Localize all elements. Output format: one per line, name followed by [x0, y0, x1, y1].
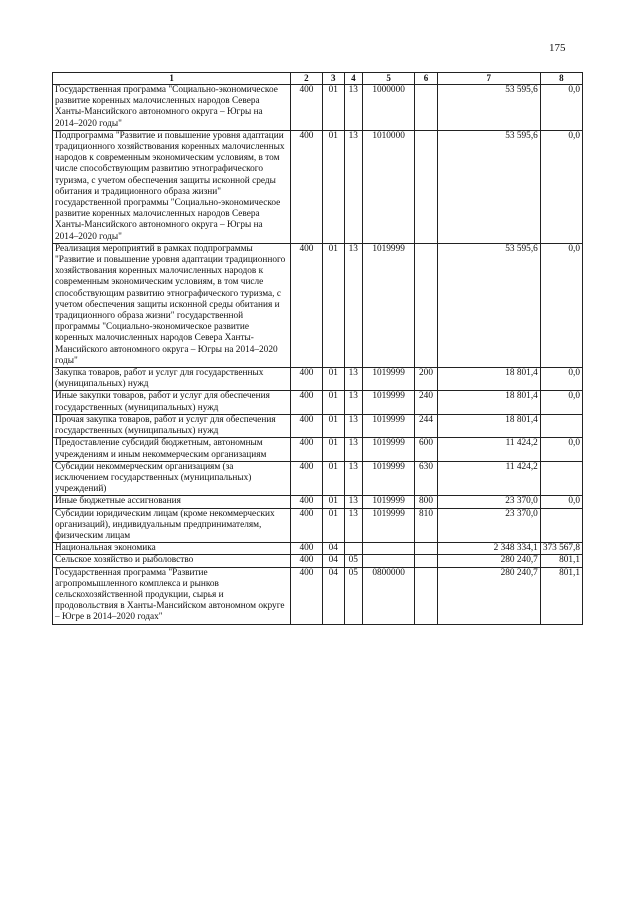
header-cell: 4 [344, 73, 362, 85]
row-expense-type-cell [415, 567, 437, 624]
row-amount-2-cell [540, 414, 582, 437]
row-expense-type-cell: 600 [415, 438, 437, 461]
row-expense-type-cell [415, 543, 437, 555]
table-body [53, 85, 583, 625]
row-expense-type-cell: 800 [415, 496, 437, 508]
row-target-cell [362, 543, 415, 555]
row-amount-cell: 18 801,4 [437, 368, 540, 391]
row-amount-cell: 280 240,7 [437, 555, 540, 567]
row-section-cell: 01 [322, 391, 344, 414]
row-subsection-cell: 13 [344, 461, 362, 496]
row-amount-2-cell: 0,0 [540, 243, 582, 367]
row-section-cell: 01 [322, 368, 344, 391]
row-expense-type-cell: 810 [415, 508, 437, 543]
row-amount-cell: 23 370,0 [437, 496, 540, 508]
row-amount-2-cell: 0,0 [540, 438, 582, 461]
table-row [53, 243, 583, 367]
budget-table [52, 72, 583, 625]
row-amount-2-cell: 0,0 [540, 130, 582, 243]
row-target-cell: 1000000 [362, 85, 415, 131]
row-expense-type-cell [415, 243, 437, 367]
row-amount-2-cell: 801,1 [540, 555, 582, 567]
table-row [53, 368, 583, 391]
row-target-cell: 1019999 [362, 508, 415, 543]
table-row [53, 567, 583, 624]
row-subsection-cell: 13 [344, 391, 362, 414]
row-name-cell: Национальная экономика [53, 543, 291, 555]
row-subsection-cell: 13 [344, 85, 362, 131]
row-amount-2-cell: 0,0 [540, 391, 582, 414]
row-code-cell: 400 [291, 567, 323, 624]
row-subsection-cell [344, 543, 362, 555]
table-row [53, 508, 583, 543]
row-section-cell: 01 [322, 496, 344, 508]
row-subsection-cell: 13 [344, 438, 362, 461]
row-expense-type-cell: 240 [415, 391, 437, 414]
row-name-cell: Закупка товаров, работ и услуг для государственных (муниципальных) нужд [53, 368, 291, 391]
row-amount-2-cell [540, 508, 582, 543]
table-row [53, 555, 583, 567]
row-subsection-cell: 13 [344, 496, 362, 508]
row-amount-cell: 11 424,2 [437, 438, 540, 461]
header-cell: 2 [291, 73, 323, 85]
row-amount-2-cell: 0,0 [540, 368, 582, 391]
row-name-cell: Субсидии юридическим лицам (кроме некоммерческих организаций), индивидуальным предпринимателям, физическим лицам [53, 508, 291, 543]
table-row [53, 85, 583, 131]
row-target-cell: 1019999 [362, 243, 415, 367]
row-subsection-cell: 13 [344, 243, 362, 367]
row-section-cell: 01 [322, 130, 344, 243]
row-expense-type-cell: 200 [415, 368, 437, 391]
row-code-cell: 400 [291, 368, 323, 391]
header-cell: 8 [540, 73, 582, 85]
row-code-cell: 400 [291, 496, 323, 508]
row-subsection-cell: 05 [344, 555, 362, 567]
page-number: 175 [549, 42, 566, 54]
row-amount-cell: 18 801,4 [437, 414, 540, 437]
row-section-cell: 04 [322, 567, 344, 624]
header-cell: 5 [362, 73, 415, 85]
row-code-cell: 400 [291, 555, 323, 567]
header-cell: 1 [53, 73, 291, 85]
row-amount-cell: 280 240,7 [437, 567, 540, 624]
row-amount-cell: 11 424,2 [437, 461, 540, 496]
row-section-cell: 01 [322, 438, 344, 461]
row-amount-cell: 53 595,6 [437, 243, 540, 367]
row-expense-type-cell: 630 [415, 461, 437, 496]
header-cell: 7 [437, 73, 540, 85]
row-section-cell: 04 [322, 543, 344, 555]
row-subsection-cell: 13 [344, 414, 362, 437]
row-subsection-cell: 05 [344, 567, 362, 624]
row-name-cell: Иные закупки товаров, работ и услуг для обеспечения государственных (муниципальных) нужд [53, 391, 291, 414]
row-code-cell: 400 [291, 130, 323, 243]
row-amount-cell: 18 801,4 [437, 391, 540, 414]
row-subsection-cell: 13 [344, 130, 362, 243]
row-amount-2-cell: 0,0 [540, 496, 582, 508]
table-row [53, 543, 583, 555]
row-section-cell: 01 [322, 85, 344, 131]
row-amount-2-cell: 373 567,8 [540, 543, 582, 555]
row-expense-type-cell: 244 [415, 414, 437, 437]
row-section-cell: 01 [322, 414, 344, 437]
row-amount-cell: 53 595,6 [437, 130, 540, 243]
row-code-cell: 400 [291, 461, 323, 496]
row-target-cell: 0800000 [362, 567, 415, 624]
row-code-cell: 400 [291, 85, 323, 131]
row-section-cell: 04 [322, 555, 344, 567]
row-name-cell: Подпрограмма "Развитие и повышение уровня адаптации традиционного хозяйствования коренных малочисленных народов к современным экономическим условиям, в том числе способствующим развитию этнографического туризма, с учетом обеспечения защиты исконной среды обитания и традиционного образа жизни" государственной программы "Социально-экономическое развитие коренных малочисленных народов Севера Ханты-Мансийского автономного округа – Югры на 2014–2020 годы" [53, 130, 291, 243]
table-row [53, 438, 583, 461]
row-name-cell: Сельское хозяйство и рыболовство [53, 555, 291, 567]
row-expense-type-cell [415, 85, 437, 131]
row-name-cell: Иные бюджетные ассигнования [53, 496, 291, 508]
row-target-cell: 1019999 [362, 368, 415, 391]
row-subsection-cell: 13 [344, 368, 362, 391]
row-section-cell: 01 [322, 508, 344, 543]
row-target-cell: 1019999 [362, 496, 415, 508]
row-target-cell: 1019999 [362, 414, 415, 437]
row-name-cell: Государственная программа "Развитие агропромышленного комплекса и рынков сельскохозяйственной продукции, сырья и продовольствия в Ханты-Мансийском автономном округе – Югре в 2014–2020 годах" [53, 567, 291, 624]
row-amount-cell: 2 348 334,1 [437, 543, 540, 555]
row-section-cell: 01 [322, 243, 344, 367]
row-code-cell: 400 [291, 508, 323, 543]
row-amount-cell: 23 370,0 [437, 508, 540, 543]
row-amount-2-cell: 801,1 [540, 567, 582, 624]
row-subsection-cell: 13 [344, 508, 362, 543]
row-amount-cell: 53 595,6 [437, 85, 540, 131]
row-target-cell: 1019999 [362, 438, 415, 461]
row-code-cell: 400 [291, 543, 323, 555]
table-row [53, 391, 583, 414]
table-row [53, 461, 583, 496]
row-expense-type-cell [415, 130, 437, 243]
table-row [53, 130, 583, 243]
header-row [53, 73, 583, 85]
row-amount-2-cell: 0,0 [540, 85, 582, 131]
header-cell: 6 [415, 73, 437, 85]
row-section-cell: 01 [322, 461, 344, 496]
table-row [53, 496, 583, 508]
row-name-cell: Предоставление субсидий бюджетным, автономным учреждениям и иным некоммерческим организациям [53, 438, 291, 461]
row-name-cell: Государственная программа "Социально-экономическое развитие коренных малочисленных народов Севера Ханты-Мансийского автономного округа – Югры на 2014–2020 годы" [53, 85, 291, 131]
row-code-cell: 400 [291, 243, 323, 367]
row-code-cell: 400 [291, 414, 323, 437]
row-target-cell [362, 555, 415, 567]
row-name-cell: Прочая закупка товаров, работ и услуг для обеспечения государственных (муниципальных) нужд [53, 414, 291, 437]
row-target-cell: 1010000 [362, 130, 415, 243]
table-row [53, 414, 583, 437]
row-target-cell: 1019999 [362, 461, 415, 496]
header-cell: 3 [322, 73, 344, 85]
row-name-cell: Субсидии некоммерческим организациям (за исключением государственных (муниципальных) учреждений) [53, 461, 291, 496]
row-name-cell: Реализация мероприятий в рамках подпрограммы "Развитие и повышение уровня адаптации традиционного хозяйствования коренных малочисленных народов к современным экономическим условиям, в том числе способствующим развитию этнографического туризма, с учетом обеспечения защиты исконной среды обитания и традиционного образа жизни" государственной программы "Социально-экономическое развитие коренных малочисленных народов Севера Ханты-Мансийского автономного округа – Югры на 2014–2020 годы" [53, 243, 291, 367]
row-code-cell: 400 [291, 391, 323, 414]
row-expense-type-cell [415, 555, 437, 567]
row-code-cell: 400 [291, 438, 323, 461]
row-amount-2-cell [540, 461, 582, 496]
row-target-cell: 1019999 [362, 391, 415, 414]
